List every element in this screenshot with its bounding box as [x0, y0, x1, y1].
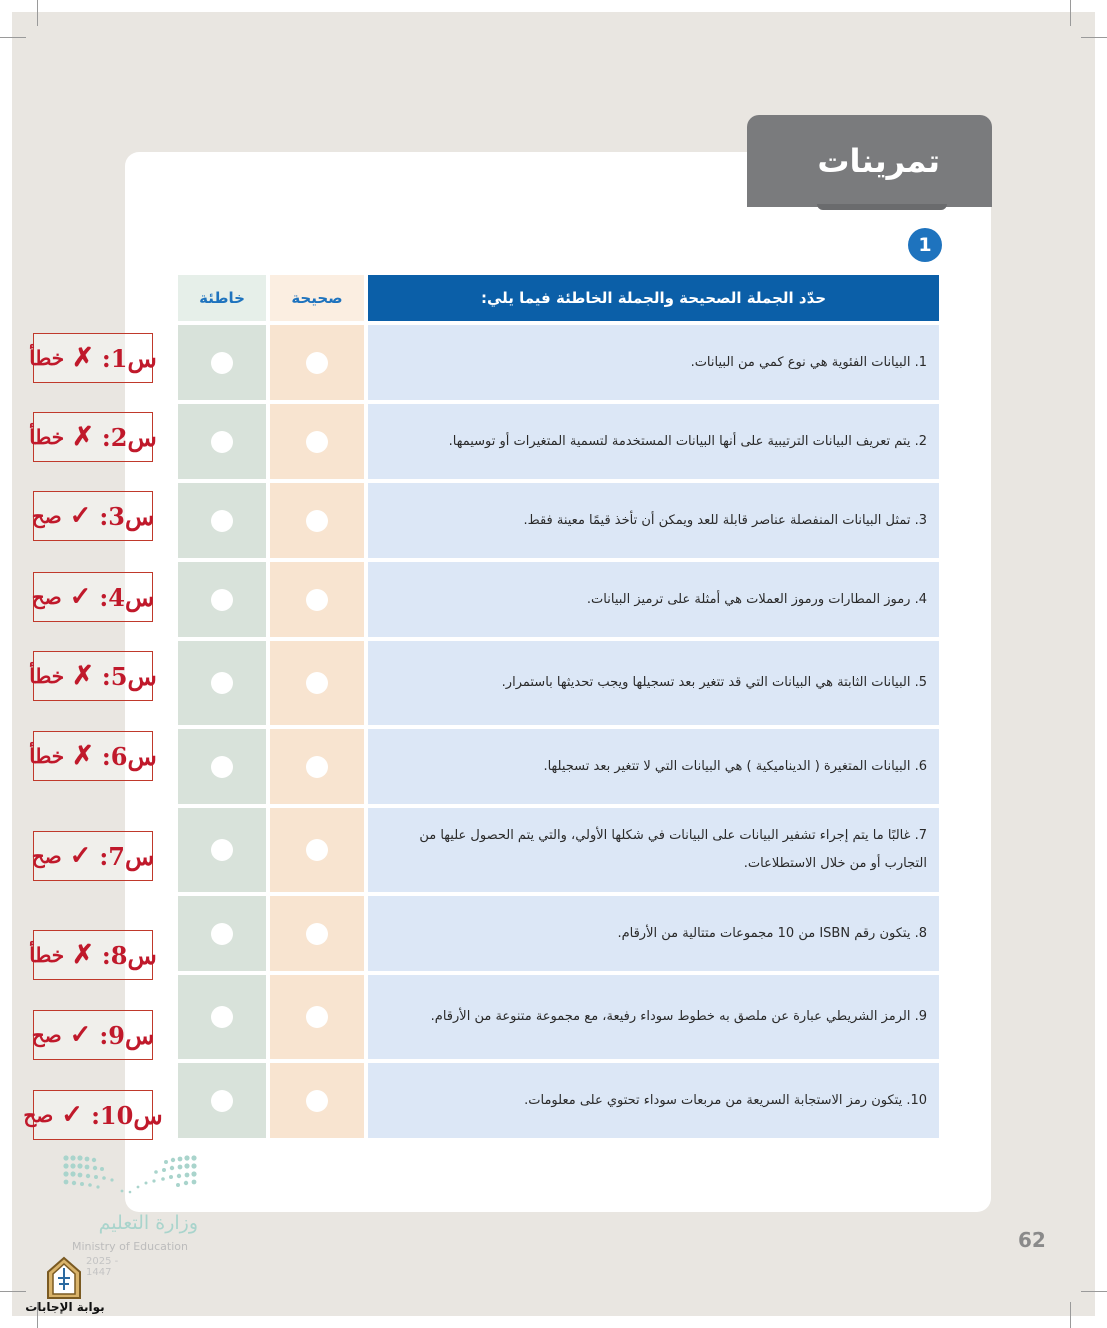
page-title: تمرينات [817, 142, 940, 180]
question-text: 3. تمثل البيانات المنفصلة عناصر قابلة للعد ويمكن أن تأخذ قيمًا معينة فقط. [523, 512, 927, 528]
answer-label: س6: [101, 741, 157, 771]
answer-mark-icon: ✗ [72, 940, 94, 970]
crop-mark [37, 0, 38, 26]
question-text: 6. البيانات المتغيرة ( الديناميكية ) هي البيانات التي لا تتغير بعد تسجيلها. [543, 758, 927, 774]
true-cell-3 [270, 483, 364, 558]
ministry-name-english: Ministry of Education [71, 1240, 188, 1253]
true-radio[interactable] [306, 1006, 328, 1028]
true-radio[interactable] [306, 510, 328, 532]
answer-result: صح [23, 1103, 54, 1127]
answer-label: س1: [101, 343, 157, 373]
true-radio[interactable] [306, 431, 328, 453]
false-radio[interactable] [211, 672, 233, 694]
false-cell-8 [178, 896, 266, 971]
answer-mark-icon: ✓ [69, 582, 92, 612]
false-cell-10 [178, 1063, 266, 1138]
true-radio[interactable] [306, 756, 328, 778]
answer-mark-icon: ✓ [69, 501, 92, 531]
page-number: 62 [1018, 1228, 1046, 1252]
crop-mark [1081, 1291, 1107, 1292]
question-text: 8. يتكون رقم ISBN من 10 مجموعات متتالية من الأرقام. [617, 925, 927, 941]
false-radio[interactable] [211, 431, 233, 453]
answer-box-1 [29, 333, 157, 383]
answer-box-6 [29, 731, 157, 781]
question-row-1 [368, 325, 939, 400]
false-radio[interactable] [211, 756, 233, 778]
answer-mark-icon: ✗ [72, 343, 94, 373]
answer-result: خطأ [29, 346, 65, 370]
answer-mark-icon: ✗ [72, 741, 94, 771]
answer-result: صح [31, 585, 62, 609]
question-text: 4. رموز المطارات ورموز العملات هي أمثلة على ترميز البيانات. [586, 591, 927, 607]
true-radio[interactable] [306, 1090, 328, 1112]
true-cell-1 [270, 325, 364, 400]
question-row-8 [368, 896, 939, 971]
question-row-9 [368, 975, 939, 1059]
false-cell-6 [178, 729, 266, 804]
true-cell-7 [270, 808, 364, 892]
answer-label: س5: [101, 661, 157, 691]
false-cell-5 [178, 641, 266, 725]
header-false: خاطئة [178, 275, 266, 321]
true-cell-2 [270, 404, 364, 479]
false-radio[interactable] [211, 510, 233, 532]
exercise-number-badge: 1 [908, 228, 942, 262]
question-row-10 [368, 1063, 939, 1138]
ministry-logo-icon [62, 1154, 198, 1198]
answer-box-3 [33, 491, 153, 541]
title-tab [747, 115, 992, 207]
question-text: 7. غالبًا ما يتم إجراء تشفير البيانات على البيانات في شكلها الأولي، والتي يتم الحصول عليها من التجارب أو من خلال الاستطلاعات. [419, 828, 927, 871]
answer-result: صح [31, 504, 62, 528]
answer-mark-icon: ✗ [72, 422, 94, 452]
answer-box-8 [29, 930, 157, 980]
answer-box-2 [29, 412, 157, 462]
answer-result: صح [31, 844, 62, 868]
question-row-4 [368, 562, 939, 637]
question-text: 9. الرمز الشريطي عبارة عن ملصق به خطوط سوداء رفيعة، مع مجموعة متنوعة من الأرقام. [430, 1009, 927, 1024]
answer-mark-icon: ✓ [69, 1020, 92, 1050]
false-cell-2 [178, 404, 266, 479]
answer-label: س2: [101, 422, 157, 452]
answer-result: صح [31, 1023, 62, 1047]
header-true: صحيحة [270, 275, 364, 321]
ministry-year: 2025 - 1447 [86, 1256, 119, 1278]
crop-mark [0, 37, 26, 38]
question-row-2 [368, 404, 939, 479]
answer-label: س10: [91, 1100, 163, 1130]
ministry-name-arabic: وزارة التعليم [98, 1212, 198, 1234]
false-radio[interactable] [211, 1006, 233, 1028]
question-row-3 [368, 483, 939, 558]
question-text: 5. البيانات الثابتة هي البيانات التي قد تتغير بعد تسجيلها ويجب تحديثها باستمرار. [501, 675, 927, 690]
title-tab-shadow [817, 204, 947, 210]
true-cell-6 [270, 729, 364, 804]
false-radio[interactable] [211, 839, 233, 861]
true-radio[interactable] [306, 672, 328, 694]
false-radio[interactable] [211, 352, 233, 374]
false-cell-7 [178, 808, 266, 892]
question-text: 10. يتكون رمز الاستجابة السريعة من مربعات سوداء تحتوي على معلومات. [524, 1092, 927, 1108]
answer-mark-icon: ✗ [72, 661, 94, 691]
answer-label: س4: [99, 582, 155, 612]
answer-result: خطأ [29, 425, 65, 449]
answer-label: س3: [99, 501, 155, 531]
question-row-7 [368, 808, 939, 892]
crop-mark [1081, 37, 1107, 38]
question-text: 2. يتم تعريف البيانات الترتيبية على أنها البيانات المستخدمة لتسمية المتغيرات أو توسيمها. [448, 433, 927, 449]
true-cell-4 [270, 562, 364, 637]
true-cell-8 [270, 896, 364, 971]
true-cell-9 [270, 975, 364, 1059]
portal-logo-icon [44, 1256, 84, 1302]
crop-mark [1070, 0, 1071, 26]
question-text: 1. البيانات الفئوية هي نوع كمي من البيانات. [690, 354, 927, 370]
answer-label: س8: [101, 940, 157, 970]
false-cell-9 [178, 975, 266, 1059]
portal-name: بوابة الإجابات [25, 1300, 105, 1314]
true-radio[interactable] [306, 839, 328, 861]
answer-box-9 [33, 1010, 153, 1060]
answer-result: خطأ [29, 744, 65, 768]
answer-box-5 [29, 651, 157, 701]
true-cell-5 [270, 641, 364, 725]
true-radio[interactable] [306, 352, 328, 374]
crop-mark [0, 1291, 26, 1292]
answer-mark-icon: ✓ [61, 1100, 84, 1130]
question-row-5 [368, 641, 939, 725]
false-radio[interactable] [211, 1090, 233, 1112]
false-cell-3 [178, 483, 266, 558]
answer-box-4 [33, 572, 153, 622]
true-cell-10 [270, 1063, 364, 1138]
true-radio[interactable] [306, 589, 328, 611]
answer-label: س9: [99, 1020, 155, 1050]
header-question: حدّد الجملة الصحيحة والجملة الخاطئة فيما يلي: [368, 275, 939, 321]
answer-box-7 [33, 831, 153, 881]
false-cell-4 [178, 562, 266, 637]
false-radio[interactable] [211, 923, 233, 945]
answer-result: خطأ [29, 943, 65, 967]
answer-box-10 [23, 1090, 163, 1140]
false-radio[interactable] [211, 589, 233, 611]
true-radio[interactable] [306, 923, 328, 945]
question-row-6 [368, 729, 939, 804]
crop-mark [1070, 1302, 1071, 1328]
answer-label: س7: [99, 841, 155, 871]
false-cell-1 [178, 325, 266, 400]
answer-result: خطأ [29, 664, 65, 688]
answer-mark-icon: ✓ [69, 841, 92, 871]
